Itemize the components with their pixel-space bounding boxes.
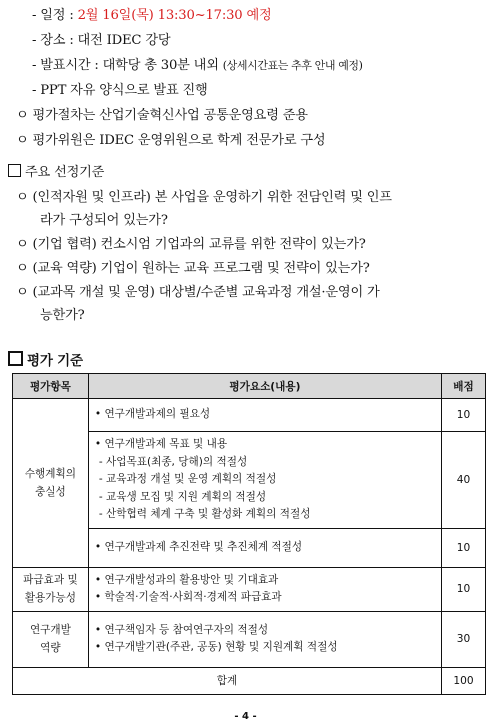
presentation-time-line [32, 54, 363, 73]
category-impact-line2: 활용가능성 [24, 592, 76, 604]
criteria-heading [8, 161, 104, 180]
criteria-item-hr-cont: 라가 구성되어 있는가? [40, 213, 168, 228]
header-category: 평가항목 [13, 374, 89, 399]
category-impact [13, 567, 89, 611]
evaluation-heading [8, 349, 83, 369]
evaluation-heading-text: 평가 기준 [27, 353, 83, 369]
element-impact-line: • 학술적·기술적·사회적·경제적 파급효과 [94, 591, 282, 603]
element-capability-line: • 연구책임자 등 참여연구자의 적절성 [94, 623, 269, 636]
category-impact-line1: 파급효과 및 [23, 574, 78, 586]
criteria-item-industry: ㅇ (기업 협력) 컨소시엄 기업과의 교류를 위한 전략이 있는가? [16, 237, 366, 252]
element-goals-line: - 교육과정 개설 및 운영 계획의 적절성 [98, 473, 277, 485]
total-score: 100 [442, 667, 486, 694]
evaluation-table [12, 373, 486, 695]
criteria-item-hr: ㅇ (인적자원 및 인프라) 본 사업을 운영하기 위한 전담인력 및 인프 [16, 190, 392, 205]
header-elements: 평가요소(내용) [88, 374, 441, 399]
score-impact: 10 [442, 567, 486, 611]
table-row [13, 567, 486, 611]
page-number: - 4 - [234, 711, 257, 722]
criteria-item-course: ㅇ (교과목 개설 및 운영) 대상별/수준별 교육과정 개설·운영이 가 [16, 285, 380, 300]
category-plan [13, 399, 89, 568]
element-impact-line: • 연구개발성과의 활용방안 및 기대효과 [94, 573, 279, 586]
element-capability-line: • 연구개발기관(주관, 공동) 현황 및 지원계획 적절성 [94, 641, 338, 653]
table-header-row [13, 374, 486, 399]
criteria-heading-text: 주요 선정기준 [25, 165, 105, 180]
element-capability [88, 611, 441, 667]
header-score: 배점 [442, 374, 486, 399]
score-capability: 30 [442, 611, 486, 667]
table-row [13, 611, 486, 667]
element-goals-line: • 연구개발과제 목표 및 내용 [94, 438, 228, 450]
venue-line: - 장소 : 대전 IDEC 강당 [32, 33, 171, 48]
evaluation-procedure-line: ㅇ 평가절차는 산업기술혁신사업 공통운영요령 준용 [16, 108, 308, 123]
presentation-time-text: - 발표시간 : 대학당 총 30분 내외 [32, 58, 223, 73]
criteria-item-course-cont: 능한가? [40, 308, 85, 323]
element-goals-line: - 사업목표(최종, 당해)의 적절성 [98, 455, 248, 468]
element-goals-line: - 산학협력 체계 구축 및 활성화 계획의 적절성 [98, 508, 311, 520]
category-plan-line2: 충실성 [35, 485, 66, 498]
total-label: 합계 [13, 667, 442, 694]
score-necessity: 10 [442, 399, 486, 432]
category-capability [13, 611, 89, 667]
element-impact [88, 567, 441, 611]
table-row [13, 399, 486, 432]
presentation-time-note: (상세시간표는 추후 안내 예정) [222, 59, 363, 72]
table-total-row [13, 667, 486, 694]
category-capability-line2: 역량 [40, 642, 61, 654]
category-capability-line1: 연구개발 [29, 624, 71, 636]
element-strategy: • 연구개발과제 추진전략 및 추진체계 적절성 [88, 528, 441, 567]
schedule-date: 2월 16일(목) 13:30~17:30 예정 [77, 8, 272, 23]
element-goals [88, 432, 441, 529]
ppt-line: - PPT 자유 양식으로 발표 진행 [32, 83, 208, 98]
score-goals: 40 [442, 432, 486, 529]
criteria-item-education: ㅇ (교육 역량) 기업이 원하는 교육 프로그램 및 전략이 있는가? [16, 261, 370, 276]
checkbox-square-icon [8, 164, 21, 177]
checkbox-square-icon [8, 351, 23, 366]
score-strategy: 10 [442, 528, 486, 567]
evaluation-committee-line: ㅇ 평가위원은 IDEC 운영위원으로 학계 전문가로 구성 [16, 133, 326, 148]
category-plan-line1: 수행계획의 [24, 467, 76, 480]
schedule-label: - 일정 : [32, 8, 78, 23]
element-necessity: • 연구개발과제의 필요성 [88, 399, 441, 432]
element-goals-line: - 교육생 모집 및 지원 계획의 적절성 [98, 490, 267, 503]
schedule-line [32, 4, 272, 23]
